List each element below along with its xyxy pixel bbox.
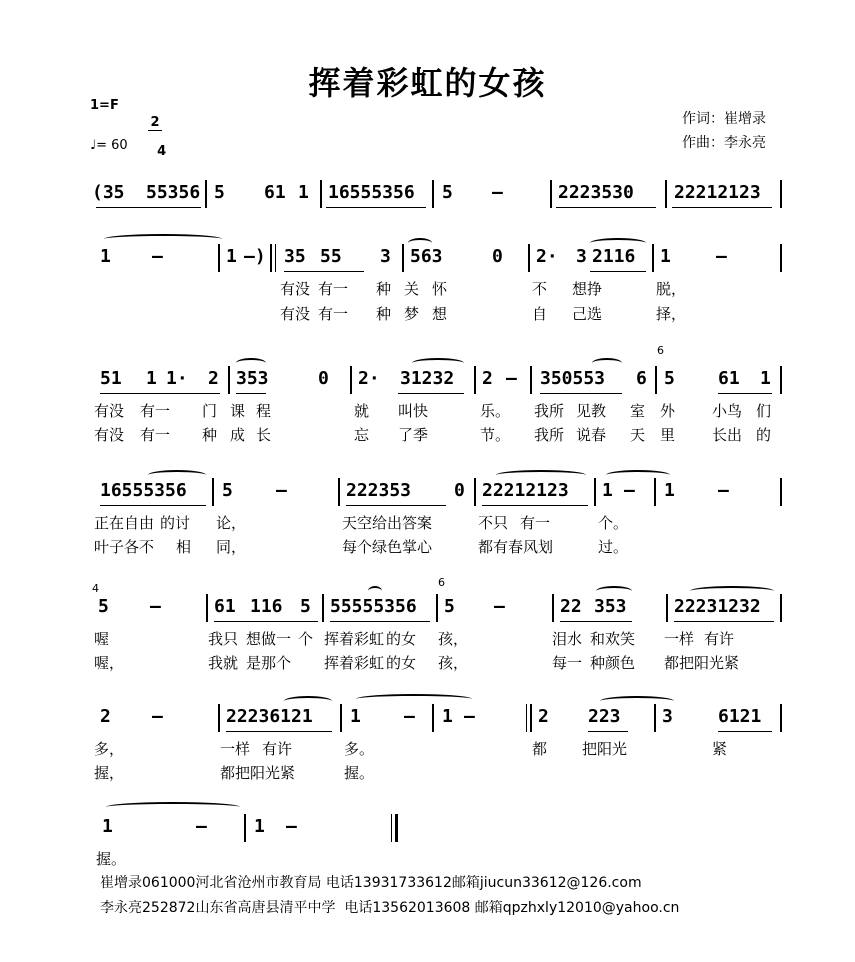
- note-group: 55356: [146, 182, 201, 203]
- lyric: 个。: [598, 514, 629, 532]
- lyric: 的讨: [160, 514, 191, 532]
- barline: [402, 244, 404, 272]
- lyric: 想挣: [572, 280, 603, 298]
- underline-beam: [398, 393, 464, 394]
- lyric: 论，: [216, 514, 247, 532]
- note-group: 31232: [400, 368, 455, 389]
- barline: [655, 366, 657, 394]
- lyric: 有一: [318, 280, 349, 298]
- lyric: 乐。: [480, 402, 511, 420]
- lyric: 泪水: [552, 630, 583, 648]
- lyric: 喔: [94, 630, 110, 648]
- note-group: 22: [560, 596, 582, 617]
- note-group: 1·: [166, 368, 188, 389]
- note-group: –: [276, 480, 287, 501]
- footer-contact-1: 崔增录061000河北省沧州市教育局 电话13931733612邮箱jiucun33612@126.com: [100, 875, 642, 891]
- time-signature: [148, 88, 167, 159]
- note-group: 116: [250, 596, 283, 617]
- underline-beam: [346, 505, 446, 506]
- lyric: 长: [256, 426, 272, 444]
- tempo-marking: [90, 138, 128, 153]
- meter-bottom: 4: [157, 144, 167, 159]
- final-barline-thin: [391, 814, 392, 842]
- slur: [236, 358, 266, 368]
- note-group: 2: [100, 706, 111, 727]
- note-group: 1: [146, 368, 157, 389]
- note-group: 5: [214, 182, 225, 203]
- lyric: 种: [376, 280, 392, 298]
- barline: [550, 180, 552, 208]
- note-group: 353: [236, 368, 269, 389]
- note-group: –: [494, 596, 505, 617]
- lyric: 们: [756, 402, 772, 420]
- note-group: –: [152, 246, 163, 267]
- lyric: 有一: [520, 514, 551, 532]
- barline: [244, 814, 246, 842]
- note-group: –: [150, 596, 161, 617]
- lyric: 每个绿色掌心: [342, 538, 433, 556]
- slur: [104, 234, 222, 244]
- note-group: 563: [410, 246, 443, 267]
- lyric: 怀: [432, 280, 448, 298]
- lyric: 忘: [354, 426, 370, 444]
- note-group: 6: [636, 368, 647, 389]
- slur: [148, 470, 206, 480]
- lyric: 个: [298, 630, 314, 648]
- lyric: 有许: [704, 630, 735, 648]
- note-group: 35: [284, 246, 306, 267]
- note-group: 1: [226, 246, 237, 267]
- barline: [432, 704, 434, 732]
- repeat-barline: [530, 704, 532, 732]
- note-group: 3: [576, 246, 587, 267]
- barline: [474, 366, 476, 394]
- slur: [690, 586, 774, 596]
- barline: [530, 366, 532, 394]
- lyric: 长出: [712, 426, 743, 444]
- slur: [412, 358, 464, 368]
- barline: [780, 366, 782, 394]
- note-group: –: [404, 706, 415, 727]
- tempo-value: = 60: [96, 138, 128, 153]
- note-group: 5: [222, 480, 233, 501]
- lyric: 想做一: [246, 630, 292, 648]
- underline-beam: [326, 207, 426, 208]
- lyric: 自: [532, 305, 548, 323]
- song-title: 挥着彩虹的女孩: [308, 64, 547, 102]
- slur: [590, 238, 646, 248]
- note-group: 2: [538, 706, 549, 727]
- lyric: 叫快: [398, 402, 429, 420]
- lyric: 说春: [576, 426, 607, 444]
- lyric: 握。: [96, 850, 127, 868]
- lyric: 的女: [386, 630, 417, 648]
- barline: [212, 478, 214, 506]
- note-group: 61: [214, 596, 236, 617]
- barline: [665, 180, 667, 208]
- note-group: 1: [350, 706, 361, 727]
- note-group: 22231232: [674, 596, 761, 617]
- note-group: –: [506, 368, 517, 389]
- lyric: 多，: [94, 740, 125, 758]
- barline: [436, 594, 438, 622]
- composer-credit: 作曲：李永亮: [682, 135, 766, 151]
- barline: [552, 594, 554, 622]
- underline-beam: [482, 505, 588, 506]
- lyric: 把阳光: [582, 740, 628, 758]
- underline-beam: [556, 207, 656, 208]
- lyricist-credit: 作词：崔增录: [682, 111, 766, 127]
- note-group: 51: [100, 368, 122, 389]
- note-group: 223: [588, 706, 621, 727]
- lyric: 我所: [534, 426, 565, 444]
- barline: [474, 478, 476, 506]
- lyric: 挥着彩虹: [324, 630, 385, 648]
- barline: [780, 594, 782, 622]
- tie: [606, 470, 670, 480]
- lyric: 有没: [280, 305, 311, 323]
- note-group: 3: [380, 246, 391, 267]
- underline-beam: [672, 207, 772, 208]
- quarter-note-icon: ♩: [90, 138, 97, 153]
- grace-note: 6: [657, 344, 664, 357]
- tie: [356, 694, 472, 704]
- barline: [322, 594, 324, 622]
- note-group: 1: [442, 706, 453, 727]
- lyric: 同，: [216, 538, 247, 556]
- lyric: 都有春风划: [478, 538, 554, 556]
- note-group: 0: [454, 480, 465, 501]
- barline: [780, 478, 782, 506]
- note-group: 1: [660, 246, 671, 267]
- underline-beam: [226, 731, 332, 732]
- lyric: 是那个: [246, 654, 292, 672]
- underline-beam: [674, 621, 774, 622]
- note-group: 16555356: [100, 480, 187, 501]
- note-group: 55: [320, 246, 342, 267]
- barline: [780, 244, 782, 272]
- note-group: 0: [492, 246, 503, 267]
- barline: [218, 704, 220, 732]
- lyric: 天: [630, 426, 646, 444]
- note-group: 5: [300, 596, 311, 617]
- slur: [368, 586, 382, 596]
- underline-beam: [100, 393, 220, 394]
- barline: [320, 180, 322, 208]
- lyric: 叶子各不: [94, 538, 155, 556]
- underline-beam: [236, 393, 266, 394]
- barline: [205, 180, 207, 208]
- note-group: 2: [482, 368, 493, 389]
- note-group: 2: [208, 368, 219, 389]
- lyric: 正在自由: [94, 514, 155, 532]
- lyric: 一样: [220, 740, 251, 758]
- note-group: 350553: [540, 368, 606, 389]
- note-group: 2116: [592, 246, 636, 267]
- note-group: –: [716, 246, 727, 267]
- lyric: 一样: [664, 630, 695, 648]
- lyric: 孩，: [438, 630, 469, 648]
- note-group: –): [244, 246, 266, 267]
- barline: [432, 180, 434, 208]
- note-group: 6121: [718, 706, 762, 727]
- lyric: 节。: [480, 426, 511, 444]
- note-group: 353: [594, 596, 627, 617]
- note-group: 3: [662, 706, 673, 727]
- lyric: 都把阳光紧: [220, 764, 296, 782]
- lyric: 孩，: [438, 654, 469, 672]
- lyric: 握，: [94, 764, 125, 782]
- barline: [350, 366, 352, 394]
- lyric: 有许: [262, 740, 293, 758]
- underline-beam: [718, 731, 772, 732]
- barline: [666, 594, 668, 622]
- slur: [592, 358, 622, 368]
- lyric: 想: [432, 305, 448, 323]
- lyric: 见教: [576, 402, 607, 420]
- lyric: 关: [404, 280, 420, 298]
- lyric: 小鸟: [712, 402, 743, 420]
- lyric: 我所: [534, 402, 565, 420]
- underline-beam: [96, 207, 201, 208]
- note-group: (35: [92, 182, 125, 203]
- lyric: 都: [532, 740, 548, 758]
- lyric: 有没: [94, 402, 125, 420]
- repeat-barline-thin: [275, 244, 276, 272]
- barline: [594, 478, 596, 506]
- note-group: –: [152, 706, 163, 727]
- note-group: 61: [264, 182, 286, 203]
- note-group: 2·: [536, 246, 558, 267]
- slur: [408, 238, 432, 248]
- barline: [780, 180, 782, 208]
- lyric: 不只: [478, 514, 509, 532]
- lyric: 都把阳光紧: [664, 654, 740, 672]
- underline-beam: [540, 393, 622, 394]
- repeat-barline: [270, 244, 272, 272]
- barline: [206, 594, 208, 622]
- lyric: 己选: [572, 305, 603, 323]
- barline: [340, 704, 342, 732]
- lyric: 有一: [140, 402, 171, 420]
- note-group: 1: [298, 182, 309, 203]
- slur: [596, 586, 632, 596]
- barline: [652, 244, 654, 272]
- lyric: 过。: [598, 538, 629, 556]
- slur: [496, 470, 586, 480]
- lyric: 种: [202, 426, 218, 444]
- lyric: 室: [630, 402, 646, 420]
- note-group: 5: [444, 596, 455, 617]
- lyric: 就: [354, 402, 370, 420]
- lyric: 种: [376, 305, 392, 323]
- lyric: 有一: [140, 426, 171, 444]
- key-signature: 1=F: [90, 98, 119, 113]
- lyric: 有一: [318, 305, 349, 323]
- lyric: 程: [256, 402, 272, 420]
- note-group: –: [492, 182, 503, 203]
- lyric: 不: [532, 280, 548, 298]
- note-group: 22212123: [674, 182, 761, 203]
- lyric: 握。: [344, 764, 375, 782]
- note-group: 5: [442, 182, 453, 203]
- note-group: 0: [318, 368, 329, 389]
- lyric: 有没: [94, 426, 125, 444]
- note-group: 5: [664, 368, 675, 389]
- lyric: 紧: [712, 740, 728, 758]
- slur: [284, 696, 332, 706]
- note-group: 2223530: [558, 182, 634, 203]
- note-group: 61: [718, 368, 740, 389]
- underline-beam: [214, 621, 318, 622]
- note-group: –: [464, 706, 475, 727]
- lyric: 挥着彩虹: [324, 654, 385, 672]
- lyric: 多。: [344, 740, 375, 758]
- underline-beam: [284, 271, 364, 272]
- underline-beam: [590, 271, 646, 272]
- note-group: 5: [98, 596, 109, 617]
- note-group: –: [196, 816, 207, 837]
- barline: [654, 704, 656, 732]
- lyric: 天空给出答案: [342, 514, 433, 532]
- grace-note: 4: [92, 582, 99, 595]
- repeat-barline-thin: [526, 704, 527, 732]
- footer-contact-2: 李永亮252872山东省高唐县清平中学 电话13562013608 邮箱qpzhxly12010@yahoo.cn: [100, 900, 680, 916]
- note-group: 1: [102, 816, 113, 837]
- barline: [654, 478, 656, 506]
- underline-beam: [330, 621, 430, 622]
- underline-beam: [718, 393, 772, 394]
- lyric: 相: [176, 538, 192, 556]
- note-group: 22236121: [226, 706, 313, 727]
- lyric: 我就: [208, 654, 239, 672]
- barline: [338, 478, 340, 506]
- note-group: –: [624, 480, 635, 501]
- lyric: 里: [660, 426, 676, 444]
- lyric: 喔，: [94, 654, 125, 672]
- lyric: 每一: [552, 654, 583, 672]
- lyric: 的女: [386, 654, 417, 672]
- note-group: 1: [664, 480, 675, 501]
- barline: [780, 704, 782, 732]
- underline-beam: [100, 505, 206, 506]
- note-group: 55555356: [330, 596, 417, 617]
- tie: [600, 696, 674, 706]
- lyric: 脱，: [656, 280, 687, 298]
- barline: [528, 244, 530, 272]
- underline-beam: [560, 621, 632, 622]
- note-group: 1: [100, 246, 111, 267]
- lyric: 和欢笑: [590, 630, 636, 648]
- lyric: 了季: [398, 426, 429, 444]
- lyric: 有没: [280, 280, 311, 298]
- note-group: 16555356: [328, 182, 415, 203]
- lyric: 种颜色: [590, 654, 636, 672]
- lyric: 课: [230, 402, 246, 420]
- lyric: 门: [202, 402, 218, 420]
- note-group: 1: [602, 480, 613, 501]
- final-barline: [395, 814, 398, 842]
- lyric: 择，: [656, 305, 687, 323]
- tie: [106, 802, 240, 812]
- underline-beam: [588, 731, 628, 732]
- barline: [218, 244, 220, 272]
- note-group: 2·: [358, 368, 380, 389]
- note-group: 222353: [346, 480, 412, 501]
- lyric: 成: [230, 426, 246, 444]
- note-group: 1: [760, 368, 771, 389]
- lyric: 梦: [404, 305, 420, 323]
- meter-top: 2: [148, 116, 162, 131]
- lyric: 外: [660, 402, 676, 420]
- barline: [228, 366, 230, 394]
- lyric: 我只: [208, 630, 239, 648]
- grace-note: 6: [438, 576, 445, 589]
- note-group: 22212123: [482, 480, 569, 501]
- note-group: –: [718, 480, 729, 501]
- note-group: 1: [254, 816, 265, 837]
- note-group: –: [286, 816, 297, 837]
- lyric: 的: [756, 426, 772, 444]
